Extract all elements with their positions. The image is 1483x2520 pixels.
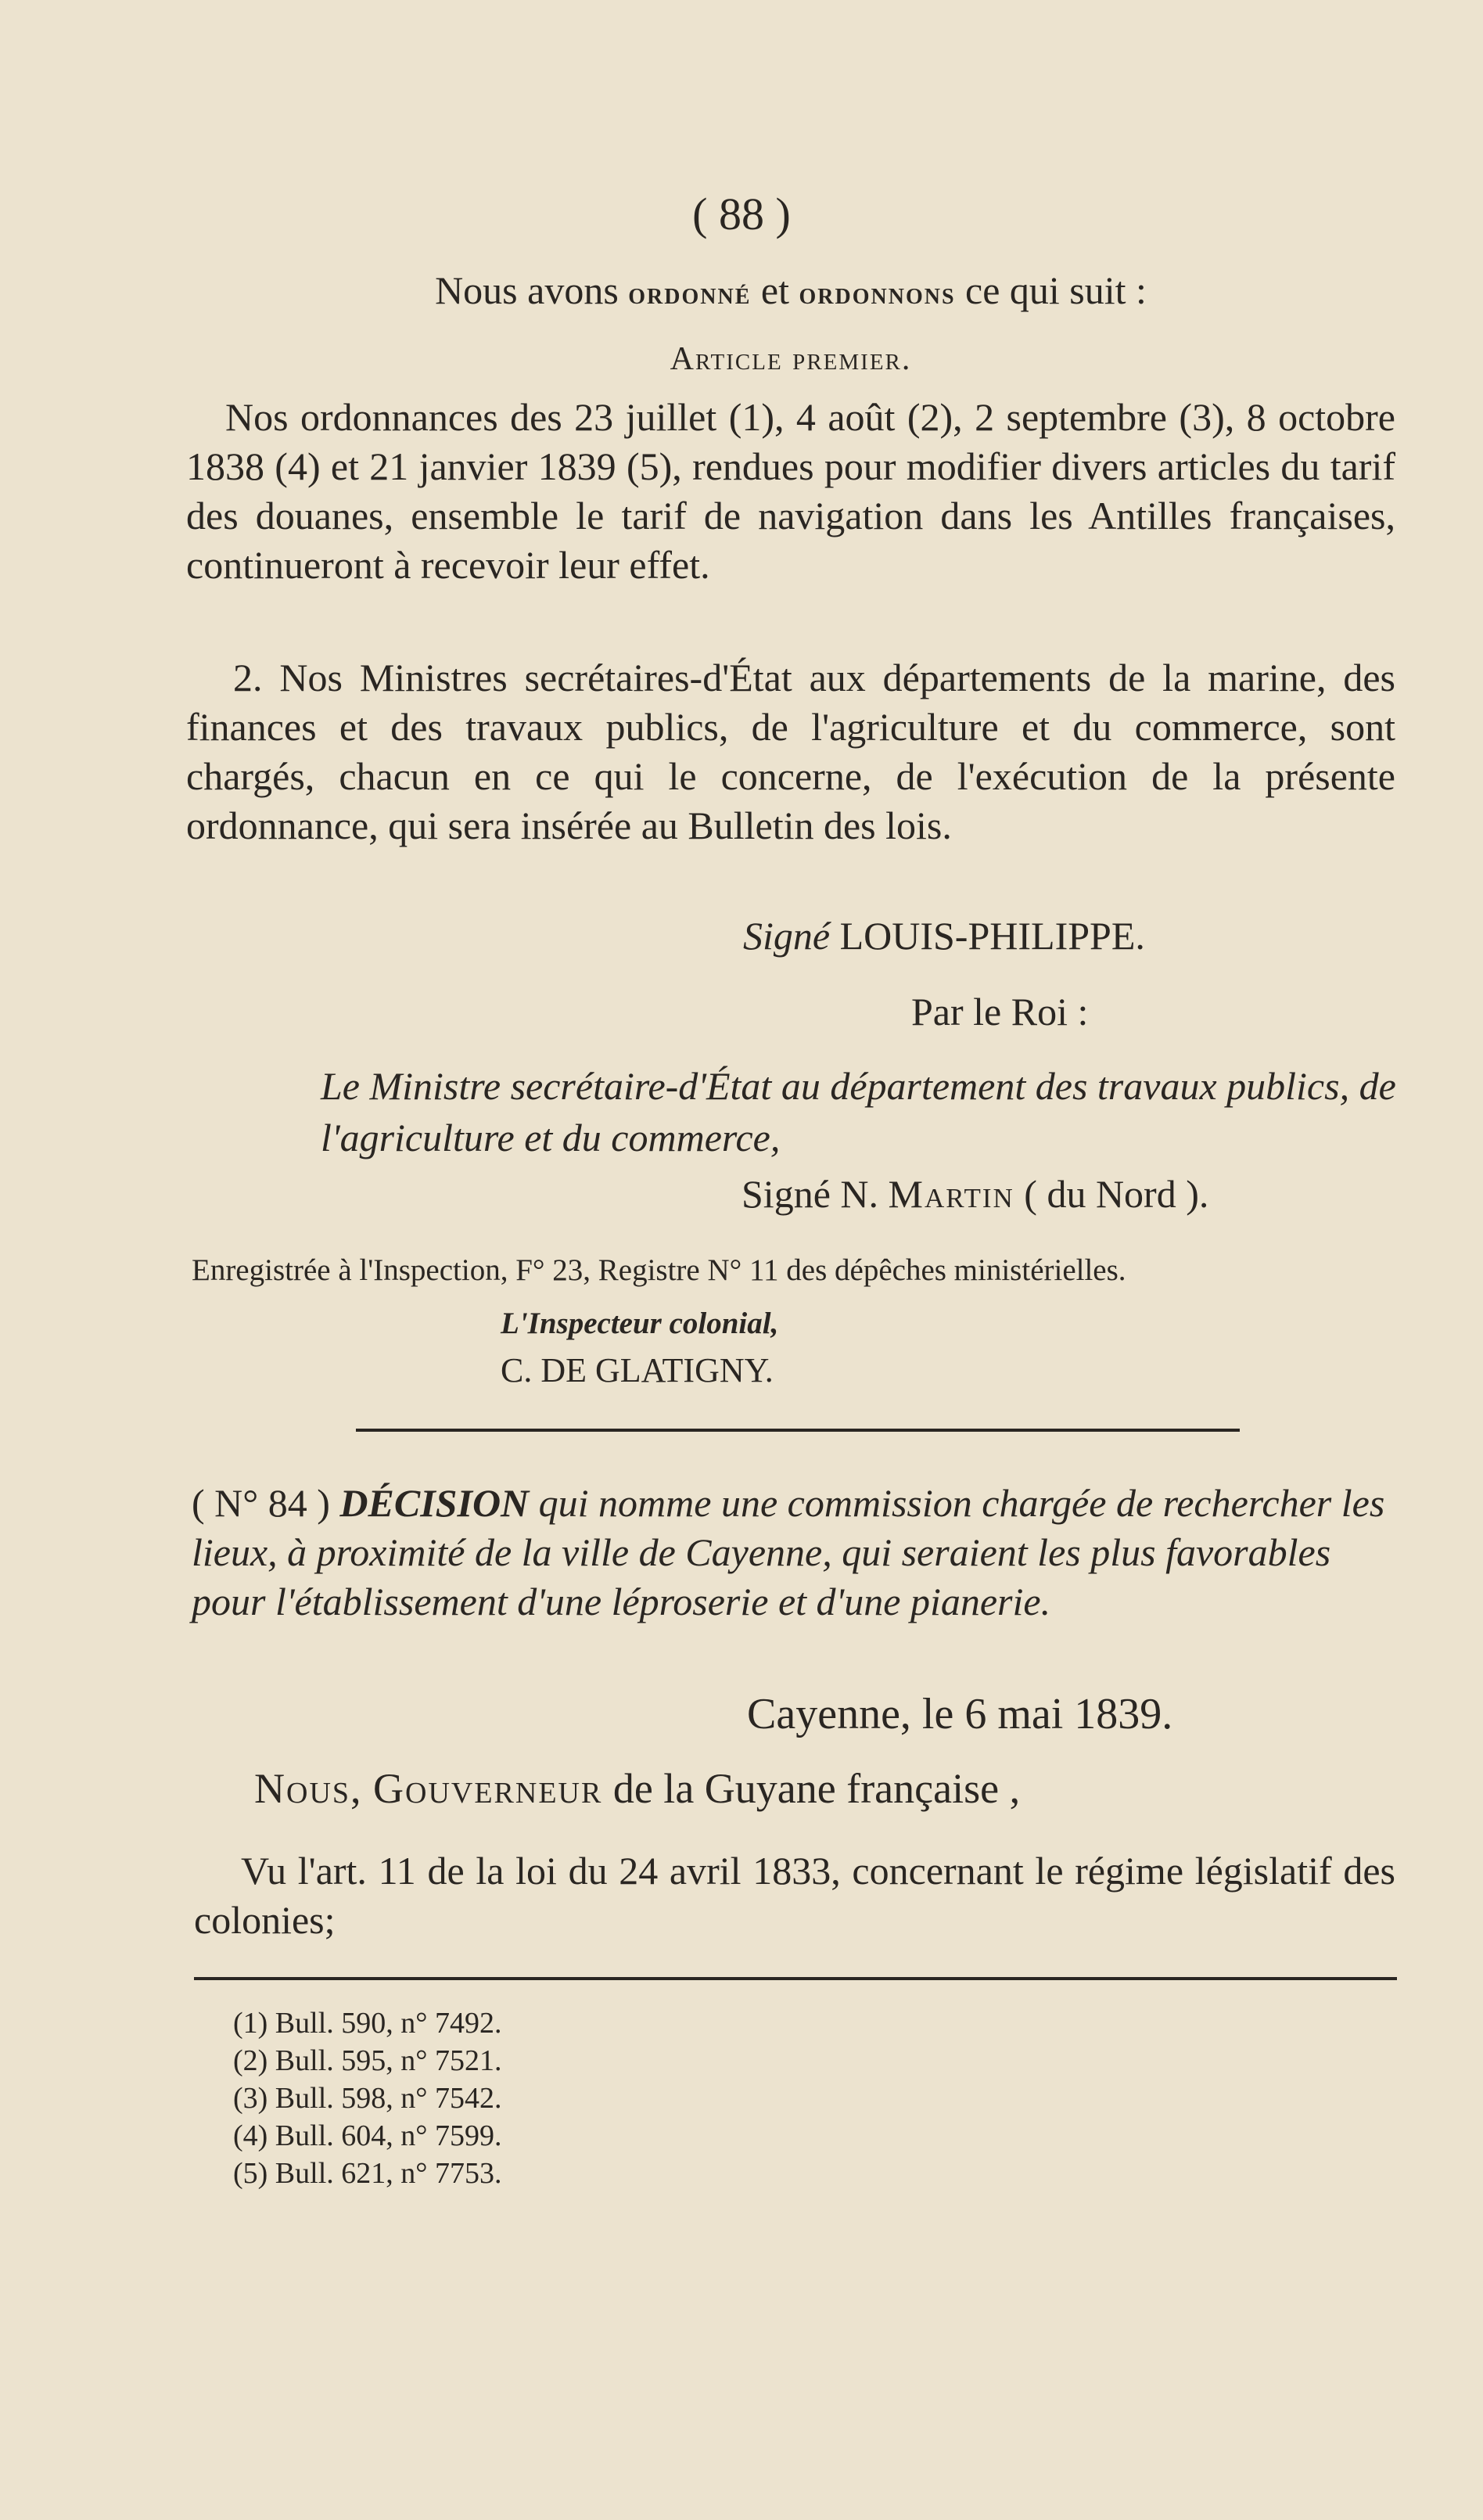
minister-title (321, 1060, 1396, 1163)
king-signature (743, 911, 1369, 961)
footnote-2: (2) Bull. 595, n° 7521. (233, 2044, 502, 2077)
inspector-name: C. DE GLATIGNY. (501, 1351, 774, 1389)
place-date: Cayenne, le 6 mai 1839. (747, 1690, 1173, 1738)
footnotes (233, 2004, 501, 2192)
preamble-ce-qui-suit: ce qui suit : (965, 268, 1147, 312)
decision-title: DÉCISION (339, 1481, 530, 1525)
par-le-roi: Par le Roi : (911, 990, 1089, 1034)
king-name: LOUIS-PHILIPPE. (839, 914, 1145, 958)
footnote-3: (3) Bull. 598, n° 7542. (233, 2082, 502, 2115)
preamble-et: et (760, 268, 789, 312)
minister-signe: Signé N. (742, 1172, 878, 1216)
section-divider (356, 1429, 1240, 1432)
footnote-divider (194, 1977, 1397, 1980)
article-2-paragraph: 2. Nos Ministres secrétaires-d'État aux départements de la marine, des finances et des travaux publics, de l'agriculture et du commerce, sont chargés, chacun en ce qui le concerne, de l'exécution de la présente ordonnance, qui sera insérée au Bulletin des lois. (186, 656, 1395, 847)
governor-title: Gouverneur (373, 1765, 603, 1812)
registration-line: Enregistrée à l'Inspection, F° 23, Registre N° 11 des dépêches ministérielles. (192, 1253, 1126, 1287)
decision-number: ( N° 84 ) (192, 1481, 330, 1525)
minister-title-text: Le Ministre secrétaire-d'État au département des travaux publics, de l'agriculture et du commerce, (321, 1064, 1396, 1159)
article-title: Article premier. (670, 341, 912, 377)
page-number: ( 88 ) (692, 189, 791, 239)
vu-paragraph: Vu l'art. 11 de la loi du 24 avril 1833, concernant le régime législatif des colonies; (194, 1849, 1395, 1942)
governor-nous: Nous, (254, 1765, 363, 1812)
preamble-nous: Nous avons (435, 268, 619, 312)
article-1-paragraph: Nos ordonnances des 23 juillet (1), 4 août (2), 2 septembre (3), 8 octobre 1838 (4) et 21 janvier 1839 (5), rendues pour modifier divers articles du tarif des douanes, ensemble le tarif de navigation dans les Antilles françaises, continueront à recevoir leur effet. (186, 395, 1395, 587)
footnote-4: (4) Bull. 604, n° 7599. (233, 2119, 502, 2152)
preamble-ordonnons: ordonnons (799, 275, 956, 311)
minister-signature (742, 1170, 1383, 1219)
preamble (186, 266, 1395, 318)
footnote-1: (1) Bull. 590, n° 7492. (233, 2007, 502, 2040)
inspector-title: L'Inspecteur colonial, (501, 1307, 779, 1340)
decision-text: qui nomme une commission chargée de rechercher les lieux, à proximité de la ville de Cayenne, qui seraient les plus favorables pour l'établissement d'une léproserie et d'une pianerie. (192, 1481, 1385, 1623)
minister-name: Martin (888, 1172, 1014, 1216)
preamble-ordonne: ordonné (628, 275, 752, 311)
governor-rest: de la Guyane française , (612, 1765, 1021, 1812)
footnote-5: (5) Bull. 621, n° 7753. (233, 2157, 502, 2190)
decision-heading (192, 1479, 1400, 1627)
governor-line (254, 1764, 1463, 1814)
signe-label: Signé (743, 914, 831, 958)
minister-suffix: ( du Nord ). (1024, 1172, 1209, 1216)
